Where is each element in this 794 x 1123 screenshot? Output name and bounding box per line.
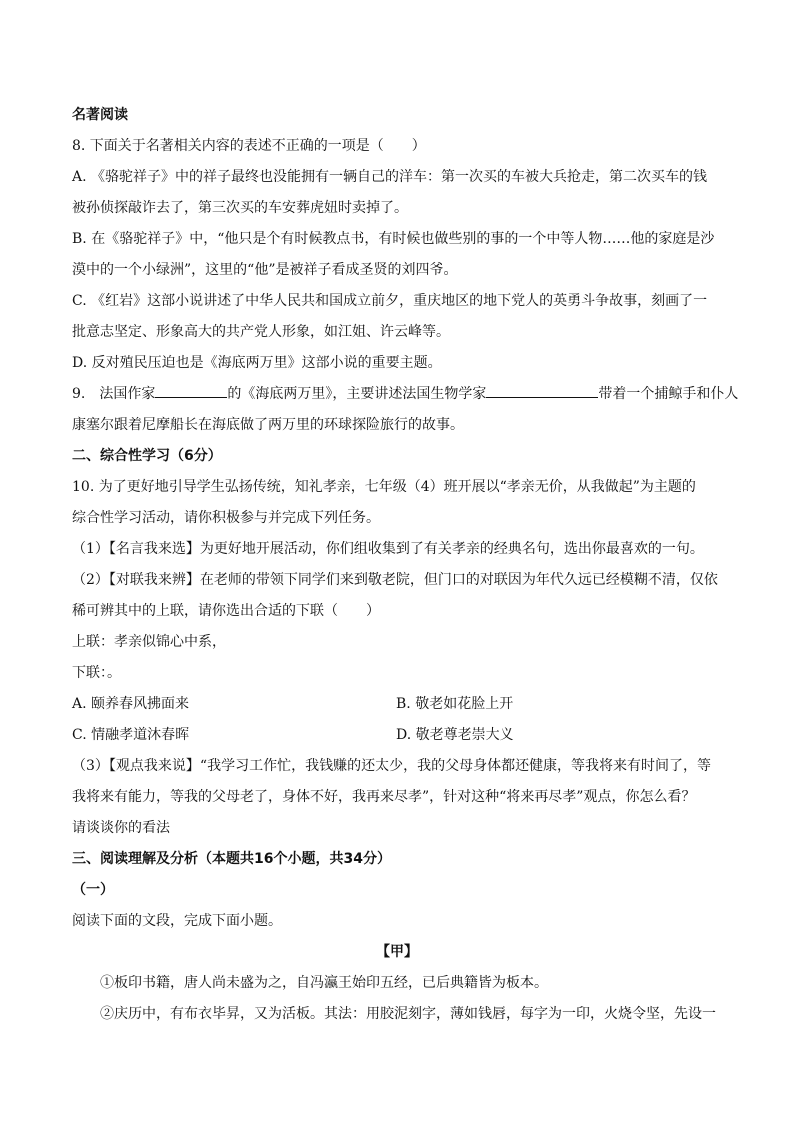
passage-label-jia: 【甲】 xyxy=(376,944,418,960)
q10-stem-line2: 综合性学习活动，请你积极参与并完成下列任务。 xyxy=(72,510,380,526)
section3-title: 三、阅读理解及分析（本题共16个小题，共34分） xyxy=(72,851,391,867)
options-row-ab xyxy=(72,689,722,720)
q8-option-a-line1: A. 《骆驼祥子》中的祥子最终也没能拥有一辆自己的洋车：第一次买的车被大兵抢走，第二次买车的钱 xyxy=(72,169,708,185)
q8-option-c-line2: 批意志坚定、形象高大的共产党人形象，如江姐、许云峰等。 xyxy=(72,324,450,340)
option-d: D. 敬老尊老崇大义 xyxy=(396,727,514,743)
q8-option-c-line1: C. 《红岩》这部小说讲述了中华人民共和国成立前夕，重庆地区的地下党人的英勇斗争故事，刻画了一 xyxy=(72,293,708,309)
q9-line2: 康塞尔跟着尼摩船长在海底做了两万里的环球探险旅行的故事。 xyxy=(72,417,464,433)
q9-line1 xyxy=(72,379,739,410)
q9-text-part1: 9. 法国作家 xyxy=(72,386,156,402)
subsection-1-title: （一） xyxy=(72,882,114,898)
q10-stem-line1: 10. 为了更好地引导学生弘扬传统，知礼孝亲，七年级（4）班开展以“孝亲无价，从我做起”为主题的 xyxy=(72,479,696,495)
q8-option-d: D. 反对殖民压迫也是《海底两万里》这部小说的重要主题。 xyxy=(72,355,442,371)
q10-task1: （1）【名言我来选】为更好地开展活动，你们组收集到了有关孝亲的经典名句，选出你最喜欢的一句。 xyxy=(72,541,704,557)
q10-task3-line1: （3）【观点我来说】“我学习工作忙，我钱赚的还太少，我的父母身体都还健康，等我将来有时间了，等 xyxy=(72,758,712,774)
option-a: A. 颐养春风拂面来 xyxy=(72,696,190,712)
section2-title: 二、综合性学习（6分） xyxy=(72,448,222,464)
section-heading-mingzhu: 名著阅读 xyxy=(72,107,128,123)
exam-page xyxy=(72,100,739,1030)
reading-instruction: 阅读下面的文段，完成下面小题。 xyxy=(72,913,282,929)
q9-text-part2: 的《海底两万里》，主要讲述法国生物学家 xyxy=(227,386,487,402)
q10-task2-line2: 稀可辨其中的上联，请你选出合适的下联（ ） xyxy=(72,603,380,619)
q8-option-b-line1: B. 在《骆驼祥子》中，“他只是个有时候教点书，有时候也做些别的事的一个中等人物……他的家庭是沙 xyxy=(72,231,715,247)
passage-paragraph-2: ②庆历中，有布衣毕昇，又为活板。其法：用胶泥刻字，薄如钱唇，每字为一印，火烧令坚，先设一 xyxy=(100,1006,716,1022)
q9-biologist-blank[interactable] xyxy=(486,380,598,398)
q9-author-blank[interactable] xyxy=(155,380,227,398)
option-c: C. 情融孝道沐春晖 xyxy=(72,727,190,743)
q9-text-part3: 带着一个捕鲸手和仆人 xyxy=(598,386,739,402)
xialian: 下联：。 xyxy=(72,665,121,681)
q8-stem: 8. 下面关于名著相关内容的表述不正确的一项是（ ） xyxy=(72,138,426,154)
q10-task3-line2: 我将来有能力，等我的父母老了，身体不好，我再来尽孝”，针对这种“将来再尽孝”观点，你怎么看？ xyxy=(72,789,696,805)
q10-task3-line3: 请谈谈你的看法 xyxy=(72,820,170,836)
shanglian: 上联：孝亲似锦心中系， xyxy=(72,634,226,650)
passage-paragraph-1: ①板印书籍，唐人尚未盛为之，自冯瀛王始印五经，已后典籍皆为板本。 xyxy=(100,975,548,991)
options-row-cd xyxy=(72,720,722,751)
q10-task2-line1: （2）【对联我来辨】在老师的带领下同学们来到敬老院，但门口的对联因为年代久远已经模糊不清，仅依 xyxy=(72,572,718,588)
q8-option-b-line2: 漠中的一个小绿洲”，这里的“他”是被祥子看成圣贤的刘四爷。 xyxy=(72,262,458,278)
option-b: B. 敬老如花脸上开 xyxy=(396,696,514,712)
q8-option-a-line2: 被孙侦探敲诈去了，第三次买的车安葬虎妞时卖掉了。 xyxy=(72,200,408,216)
